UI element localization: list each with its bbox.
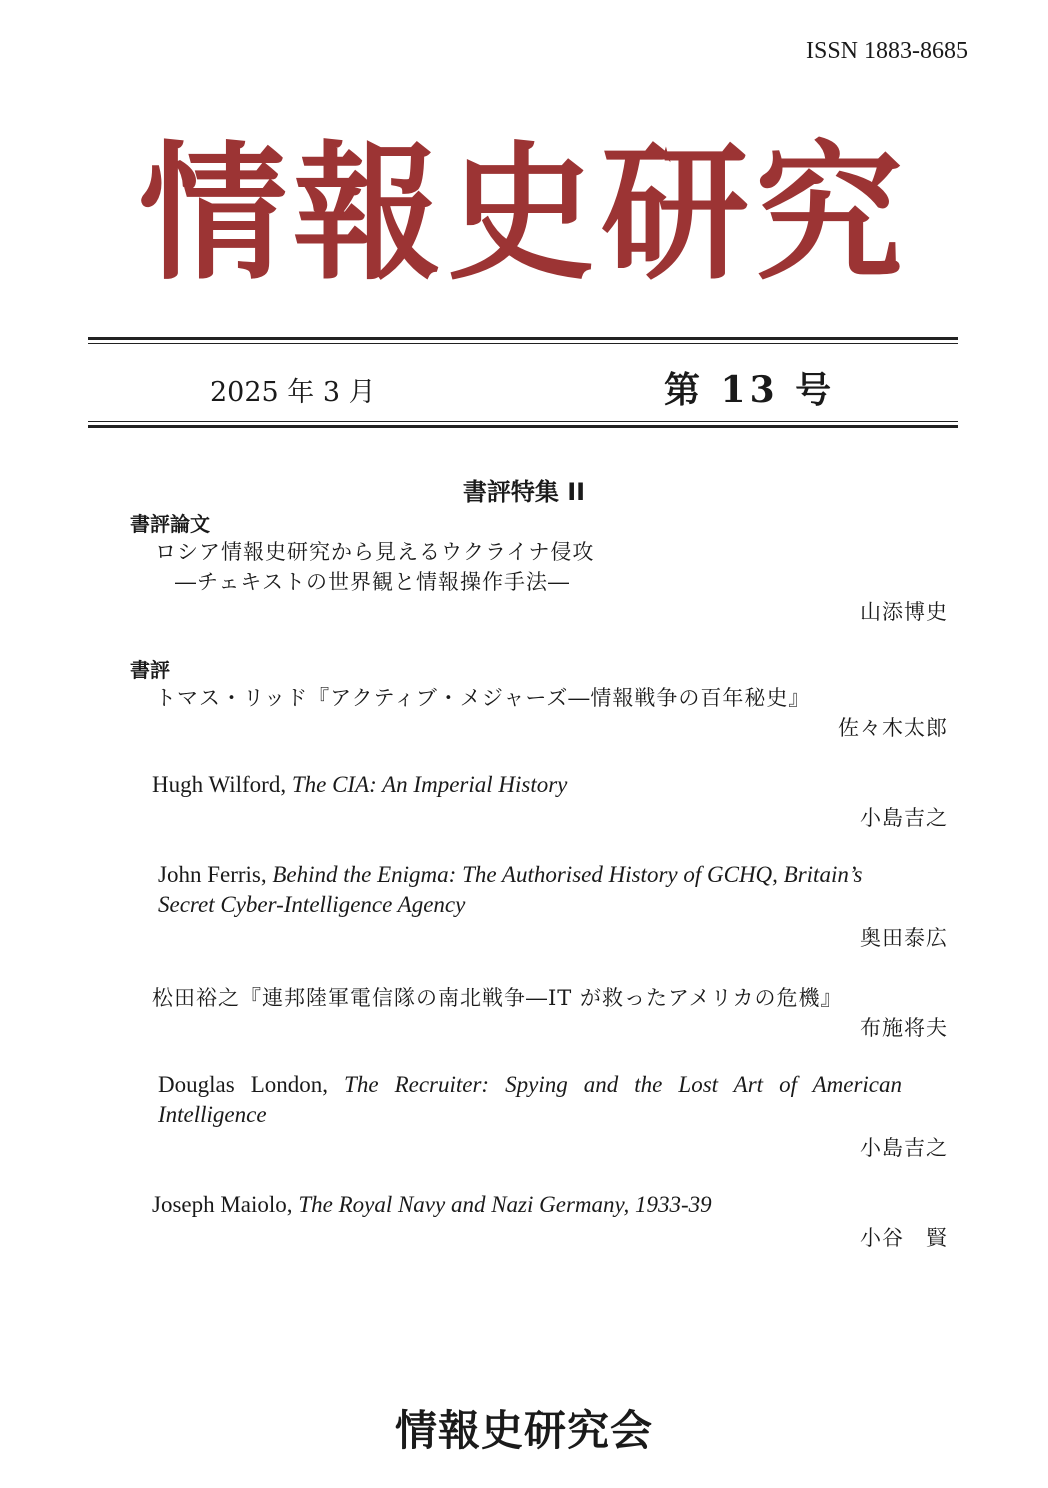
review-3-author: John Ferris, xyxy=(158,862,273,887)
bottom-rule-thick xyxy=(88,425,958,428)
review-2-author: Hugh Wilford, xyxy=(152,772,292,797)
review-6-citation xyxy=(152,1190,712,1220)
review-2-title: The CIA: An Imperial History xyxy=(291,772,568,797)
review-1-reviewer: 佐々木太郎 xyxy=(838,716,948,740)
top-rule-thin xyxy=(88,343,958,344)
review-6-author: Joseph Maiolo, xyxy=(152,1192,299,1217)
section-review-essay: 書評論文 xyxy=(130,512,210,536)
review-6-reviewer: 小谷 賢 xyxy=(860,1226,948,1250)
essay-title: ロシア情報史研究から見えるウクライナ侵攻 xyxy=(155,540,595,564)
review-3-reviewer: 奥田泰広 xyxy=(860,926,948,950)
publisher: 情報史研究会 xyxy=(394,1406,653,1455)
bottom-rule-thin xyxy=(88,421,958,422)
essay-author: 山添博史 xyxy=(860,600,948,624)
issn: ISSN 1883-8685 xyxy=(805,38,968,64)
review-4-title: 松田裕之『連邦陸軍電信隊の南北戦争―IT が救ったアメリカの危機』 xyxy=(152,986,843,1010)
top-rule-thick xyxy=(88,337,958,340)
feature-title: 書評特集 II xyxy=(462,478,586,506)
review-5-reviewer: 小島吉之 xyxy=(860,1136,948,1160)
review-2-citation xyxy=(152,770,567,800)
review-2-reviewer: 小島吉之 xyxy=(860,806,948,830)
issue-number: 第 13 号 xyxy=(664,369,836,411)
review-5-title: The Recruiter: Spying and the Lost Art of American Intelligence xyxy=(158,1072,902,1127)
review-3-citation xyxy=(158,860,902,920)
journal-title: 情報史研究 xyxy=(139,128,909,300)
section-reviews: 書評 xyxy=(130,658,170,682)
review-4-reviewer: 布施将夫 xyxy=(860,1016,948,1040)
review-5-author: Douglas London, xyxy=(158,1072,345,1097)
review-5-citation xyxy=(158,1070,902,1130)
review-3-title: Behind the Enigma: The Authorised History of GCHQ, Britain’s Secret Cyber-Intelligence Agency xyxy=(158,862,863,917)
review-6-title: The Royal Navy and Nazi Germany, 1933-39 xyxy=(298,1192,712,1217)
review-1-title: トマス・リッド『アクティブ・メジャーズ―情報戦争の百年秘史』 xyxy=(155,686,811,710)
essay-subtitle: ―チェキストの世界観と情報操作手法― xyxy=(175,570,570,594)
issue-date: 2025 年 3 月 xyxy=(210,377,376,408)
